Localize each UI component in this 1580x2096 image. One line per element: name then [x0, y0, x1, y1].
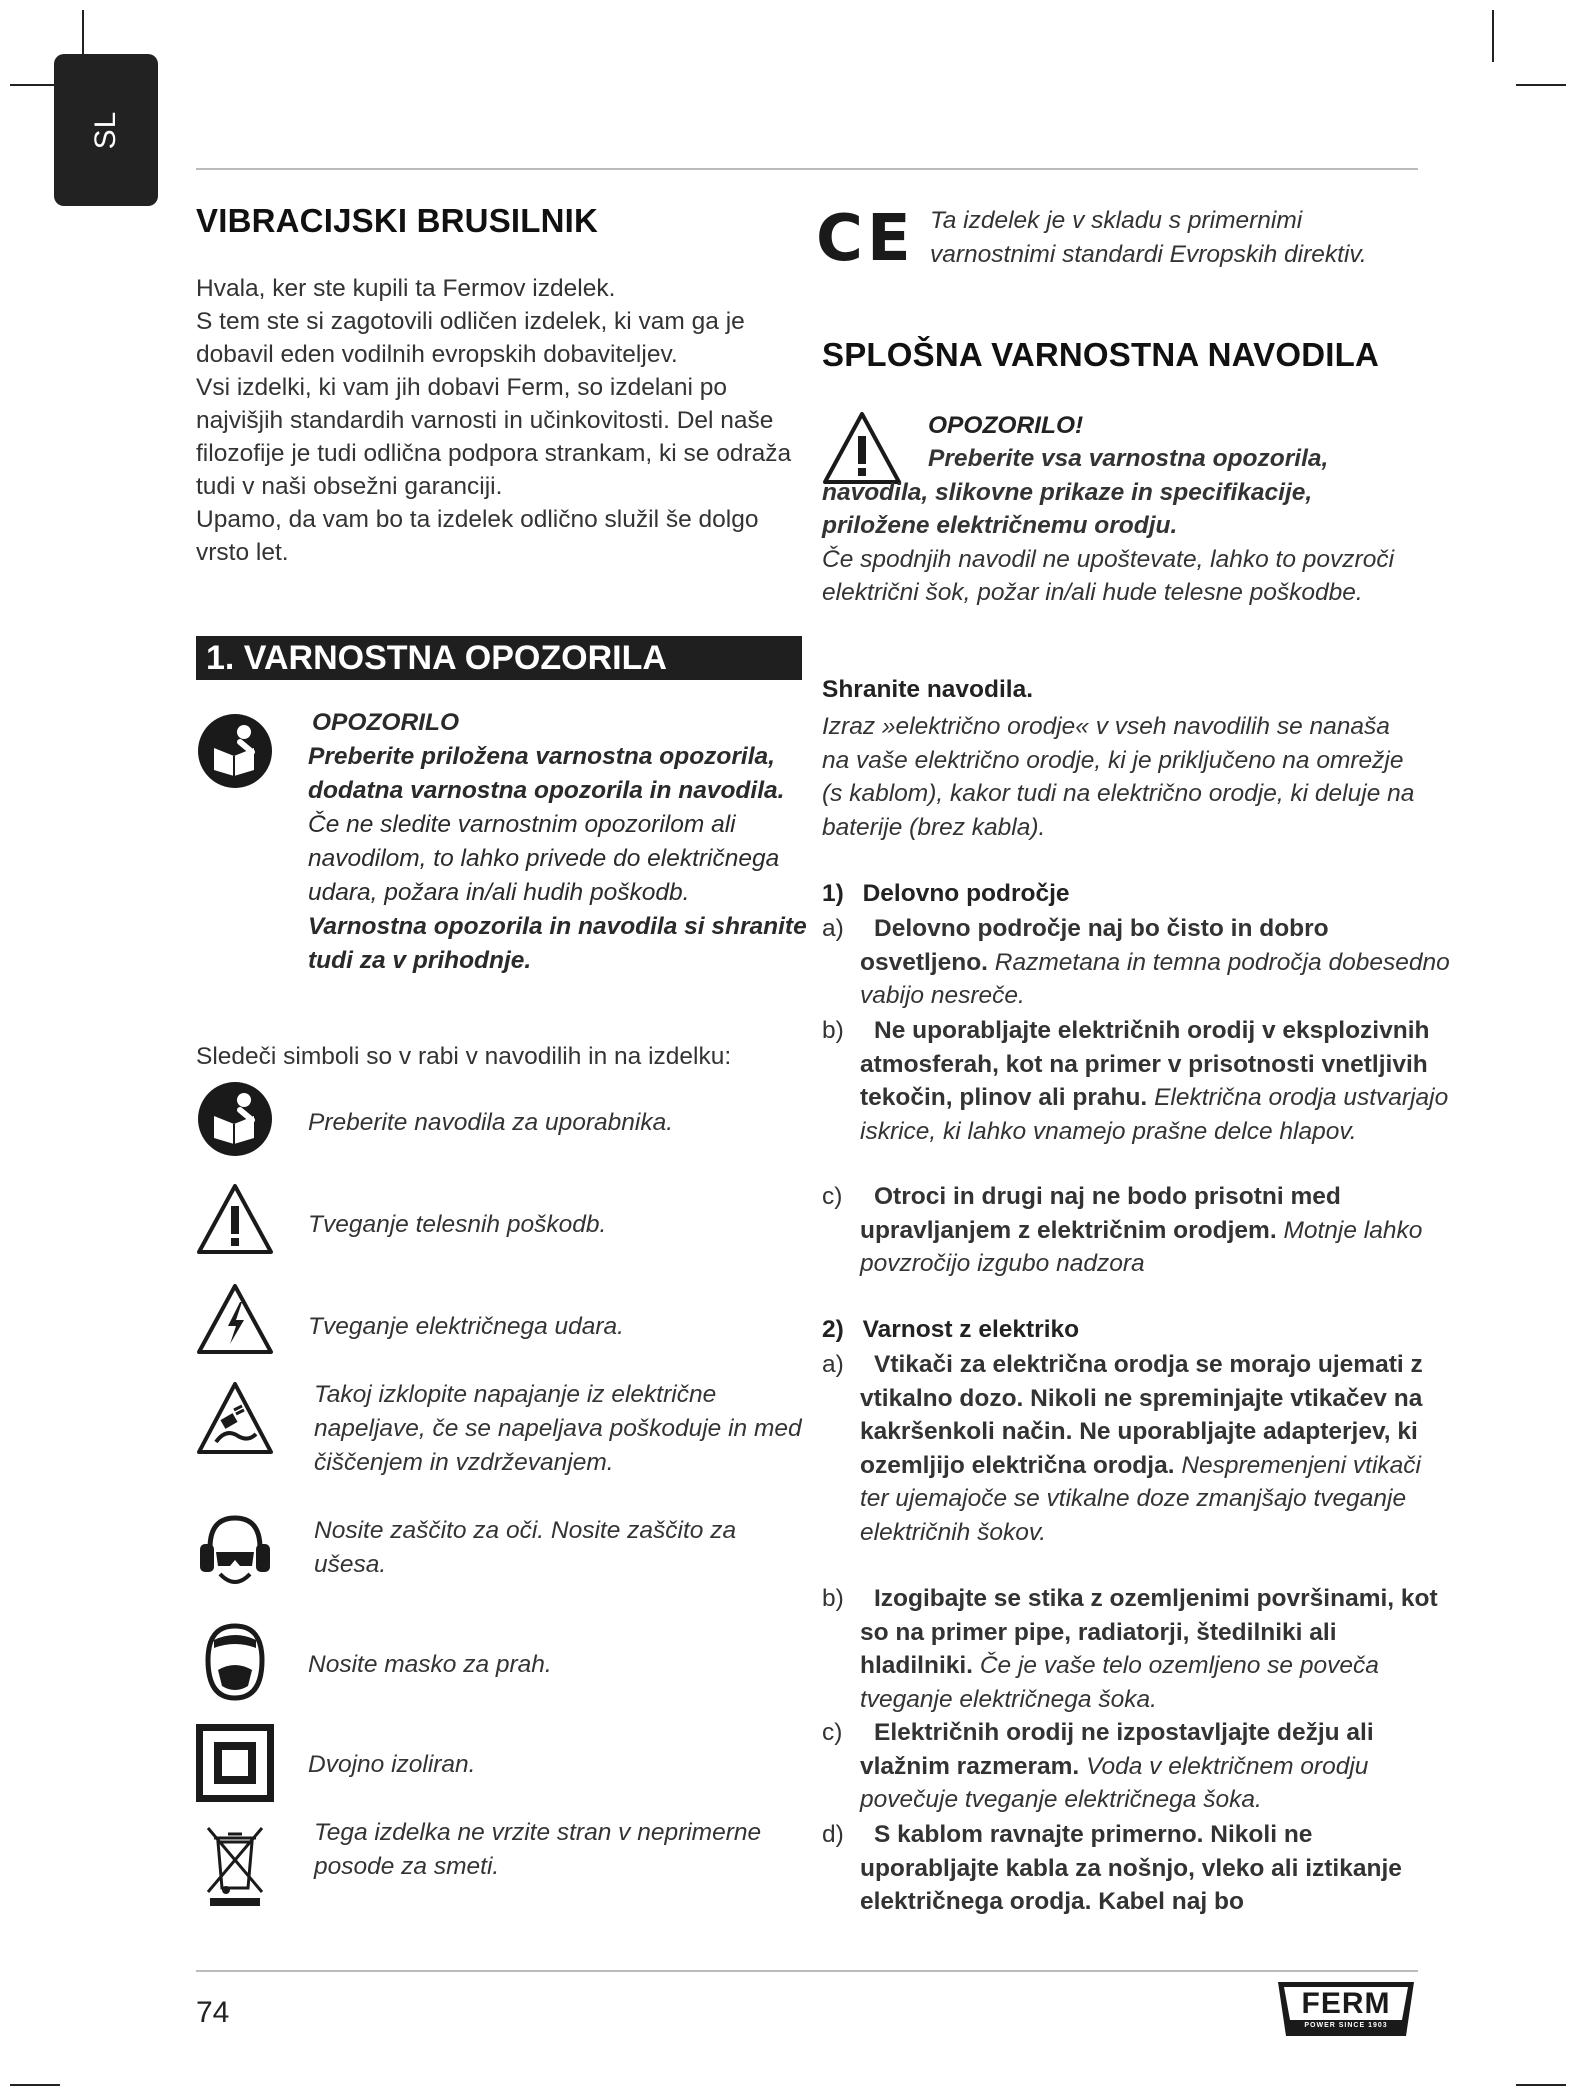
electric-shock-icon [196, 1282, 274, 1356]
language-tab-label: SL [89, 110, 122, 150]
list-item-label: b) [822, 1585, 844, 1612]
double-insulated-icon [196, 1724, 274, 1802]
ferm-logo [1272, 1978, 1420, 2040]
warning-text [308, 740, 808, 978]
page-title: VIBRACIJSKI BRUSILNIK [196, 202, 599, 239]
list-item-label: c) [822, 1183, 843, 1210]
symbol-text: Preberite navodila za uporabnika. [308, 1109, 674, 1136]
crop-mark [1516, 84, 1566, 86]
general-warning-heading: OPOZORILO! [928, 412, 1084, 439]
list-item-italic: Razmetana in temna področja dobesedno vabijo nesreče. [860, 948, 1450, 1009]
list-item-label: a) [822, 1351, 844, 1378]
list-item-bold: Električnih orodij ne izpostavljajte dežju ali vlažnim razmeram. [860, 1719, 1374, 1780]
section-heading: 1. VARNOSTNA OPOZORILA [196, 636, 802, 680]
list-item-italic: Nespremenjeni vtikači ter ujemajoče se vtikalne doze zmanjšajo tveganje električnih šokov. [860, 1451, 1421, 1546]
list-item-bold: Izogibajte se stika z ozemljenimi površinami, kot so na primer pipe, radiatorji, štedilniki ali hladilniki. [860, 1585, 1438, 1679]
list-item-label: d) [822, 1821, 844, 1848]
list-item [822, 912, 1452, 1013]
list-item-italic: Če je vaše telo ozemljeno se poveča tveganje električnega šoka. [860, 1652, 1379, 1713]
general-warning-italic: Če spodnjih navodil ne upoštevate, lahko to povzroči električni šok, požar in/ali hude telesne poškodbe. [822, 545, 1395, 606]
list-item-bold: S kablom ravnajte primerno. Nikoli ne uporabljajte kabla za nošnjo, vleko ali iztikanje električnega orodja. Kabel naj bo [860, 1821, 1402, 1915]
general-warning-bold: Preberite vsa varnostna opozorila, navodila, slikovne prikaze in specifikacije, priložene električnemu orodju. [822, 445, 1329, 539]
intro-text [196, 272, 806, 569]
list-item [822, 1582, 1452, 1716]
subsection-number: 2) [822, 1316, 844, 1343]
section-title: SPLOŠNA VARNOSTNA NAVODILA [822, 336, 1380, 373]
subsection-title: Varnost z elektriko [862, 1316, 1080, 1343]
save-heading: Shranite navodila. [822, 676, 1034, 703]
page-number: 74 [196, 1996, 230, 2029]
symbol-text: Tega izdelka ne vrzite stran v neprimerne posode za smeti. [314, 1819, 762, 1880]
warning-heading: OPOZORILO [312, 709, 459, 736]
symbol-text: Nosite zaščito za oči. Nosite zaščito za ušesa. [314, 1517, 737, 1578]
list-item-italic: Električna orodja ustvarjajo iskrice, ki lahko vnamejo prašne delce hlapov. [860, 1084, 1449, 1145]
crop-mark [10, 84, 60, 86]
symbol-text: Takoj izklopite napajanje iz električne napeljave, če se napeljava poškoduje in med čiščenjem in vzdrževanjem. [314, 1381, 802, 1476]
ce-mark: CE [816, 202, 915, 276]
symbols-intro: Sledeči simboli so v rabi v navodilih in na izdelku: [196, 1043, 732, 1070]
dust-mask-icon [196, 1620, 274, 1704]
subsection-number: 1) [822, 880, 844, 907]
intro-paragraph: Vsi izdelki, ki vam jih dobavi Ferm, so izdelani po najvišjih standardih varnosti in učinkovitosti. Del naše filozofije je tudi odlična podpora strankam, ki se odraža tudi v naši obsežni garanciji. [196, 374, 792, 500]
warning-triangle-icon [196, 1182, 274, 1256]
language-tab [54, 54, 158, 206]
list-item [822, 1348, 1452, 1549]
list-item [822, 1180, 1452, 1281]
crop-mark [1492, 10, 1494, 62]
read-manual-icon [196, 1080, 274, 1158]
crop-mark [1516, 2084, 1566, 2086]
unplug-icon [196, 1380, 274, 1458]
save-text: Izraz »električno orodje« v vseh navodilih se nanaša na vaše električno orodje, ki je priključeno na omrežje (s kablom), kakor tudi na električno orodje, ki deluje na baterije (brez kabla). [822, 713, 1415, 841]
list-item-italic: Motnje lahko povzročijo izgubo nadzora [860, 1216, 1423, 1277]
crossed-bin-icon [200, 1824, 270, 1908]
list-item [822, 1818, 1452, 1919]
intro-paragraph: S tem ste si zagotovili odličen izdelek, ki vam ga je dobavil eden vodilnih evropskih dobaviteljev. [196, 308, 745, 368]
subsection-heading [822, 880, 1070, 908]
logo-text: FERM [1301, 1987, 1391, 2020]
subsection-title: Delovno področje [862, 880, 1070, 907]
general-warning-text [822, 442, 1422, 610]
intro-paragraph: Hvala, ker ste kupili ta Fermov izdelek. [196, 275, 616, 302]
warning-bold-text-2: Varnostna opozorila in navodila si shranite tudi za v prihodnje. [308, 913, 807, 974]
list-item-bold: Otroci in drugi naj ne bodo prisotni med upravljanjem z električnim orodjem. [860, 1183, 1341, 1244]
list-item [822, 1014, 1452, 1148]
read-manual-icon [196, 712, 274, 790]
list-item-bold: Ne uporabljajte električnih orodij v eksplozivnih atmosferah, kot na primer v prisotnosti vnetljivih tekočin, plinov ali prahu. [860, 1017, 1430, 1111]
intro-paragraph: Upamo, da vam bo ta izdelek odlično služil še dolgo vrsto let. [196, 506, 759, 566]
warning-block [308, 706, 808, 978]
list-item-label: c) [822, 1719, 843, 1746]
list-item [822, 1716, 1452, 1817]
ce-text: Ta izdelek je v skladu s primernimi varnostnimi standardi Evropskih direktiv. [930, 207, 1367, 268]
symbol-text: Tveganje telesnih poškodb. [308, 1211, 607, 1238]
list-item-label: a) [822, 915, 844, 942]
crop-mark [10, 2084, 60, 2086]
header-rule [196, 168, 1418, 170]
logo-tagline: POWER SINCE 1903 [1304, 2022, 1388, 2029]
footer-rule [196, 1970, 1418, 1972]
list-item-bold: Delovno področje naj bo čisto in dobro osvetljeno. [860, 915, 1329, 976]
warning-italic-text: Če ne sledite varnostnim opozorilom ali navodilom, to lahko privede do električnega udara, požara in/ali hudih poškodb. [308, 811, 780, 906]
list-item-italic: Voda v električnem orodju povečuje tveganje električnega šoka. [860, 1752, 1369, 1813]
symbol-text: Nosite masko za prah. [308, 1651, 552, 1678]
warning-bold-text: Preberite priložena varnostna opozorila, dodatna varnostna opozorila in navodila. [308, 743, 785, 804]
symbol-text: Tveganje električnega udara. [308, 1313, 624, 1340]
list-item-label: b) [822, 1017, 844, 1044]
symbol-text: Dvojno izoliran. [308, 1751, 476, 1778]
list-item-bold: Vtikači za električna orodja se morajo ujemati z vtikalno dozo. Nikoli ne spreminjajte vtikačev na kakršenkoli način. Ne uporabljajte adapterjev, ki ozemljijo električna orodja. [860, 1351, 1423, 1479]
subsection-heading [822, 1316, 1079, 1344]
eye-ear-protection-icon [196, 1512, 274, 1594]
